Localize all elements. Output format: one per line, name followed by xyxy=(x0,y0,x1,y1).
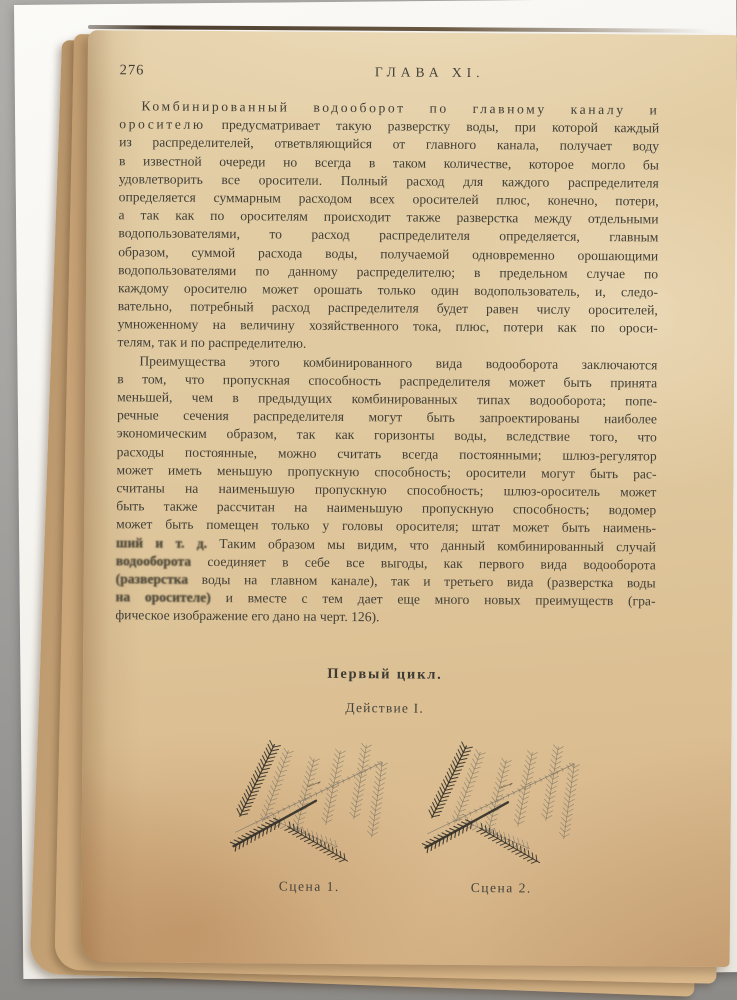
book-page xyxy=(81,30,737,967)
text-segment: воды на главном канале), так и третьего вида (разверстка воды xyxy=(188,571,656,591)
text-segment: в том, что пропускная способность распределителя может быть принята xyxy=(117,371,658,391)
text-segment: удовлетворить все оросители. Полный расход для каждого распределителя xyxy=(118,170,659,191)
text-segment: телям, так и по распределителю. xyxy=(117,334,307,352)
fern-diagram-2 xyxy=(421,736,582,872)
text-segment: определяется суммарным расходом всех оросителей плюс, конечно, потери, xyxy=(118,189,659,209)
text-segment: (разверстка xyxy=(115,571,189,587)
text-segment: расходы постоянные, можно считать всегда постоянными; шлюз-регулятор xyxy=(116,443,657,464)
text-segment: образом, суммой расхода воды, получаемой одновременно орошающими xyxy=(118,243,659,263)
text-segment: речные сечения распределителя могут быть запроектированы наиболее xyxy=(116,407,658,427)
text-column xyxy=(113,62,660,898)
text-segment: быть также рассчитан на наименьшую пропускную способность; водомер xyxy=(116,498,657,518)
text-segment: предусматривает такую разверстку воды, при которой каждый xyxy=(205,117,660,136)
text-segment: может быть помещен только у головы оросителя; штат может быть наимень- xyxy=(116,516,657,536)
text-segment: водопользователями, то расход распределителя определяется, главным xyxy=(118,225,659,245)
text-segment: ший и т. д. xyxy=(115,534,208,551)
fern-diagram-1 xyxy=(229,735,390,871)
text-segment: из распределителей, ответвляющийся от главного канала, получает воду xyxy=(119,134,660,154)
text-segment: умноженному на величину хозяйственного тока, плюс, потери как по ороси- xyxy=(117,316,658,336)
text-segment: и вместе с тем дает еще много новых преимуществ (гра- xyxy=(210,590,656,609)
figure-2 xyxy=(421,736,582,897)
text-segment: каждому оросителю может орошать только один водопользователь, и, следо- xyxy=(117,280,659,300)
chapter-header: ГЛАВА XI. xyxy=(374,64,485,81)
paragraph xyxy=(117,97,659,356)
text-segment: оросителю xyxy=(119,116,206,133)
figure-caption-1: Сцена 1. xyxy=(278,878,340,895)
text-segment: а так как по оросителям происходит также разверстка между отдельными xyxy=(118,207,659,227)
text-segment: считаны на наименьшую пропускную способность; шлюз-ороситель может xyxy=(116,480,657,500)
text-segment: фическое изображение его дано на черт. 126). xyxy=(115,607,380,625)
figure-1 xyxy=(229,735,390,896)
text-segment: водооборота xyxy=(115,552,192,569)
text-segment: Комбинированный водооборот по главному каналу и xyxy=(141,98,660,118)
paragraph xyxy=(115,352,657,629)
text-segment: в известной очереди но всегда в таком количестве, которое могло бы xyxy=(118,152,660,173)
act-heading: Действие I. xyxy=(345,700,425,717)
body-text xyxy=(115,97,659,629)
figure-caption-2: Сцена 2. xyxy=(470,880,532,896)
page-number: 276 xyxy=(119,62,145,79)
text-segment: экономическим образом, так как горизонты воды, вследствие того, что xyxy=(116,425,657,445)
text-segment: меньшей, чем в предыдущих комбинированных типах водооборота; попе- xyxy=(117,389,658,409)
text-segment: Преимущества этого комбинированного вида водооборота заключаются xyxy=(139,353,658,373)
text-segment: вательно, потребный расход распределителя будет равен числу оросителей, xyxy=(117,298,658,318)
figures-row xyxy=(113,734,654,898)
section-title: Первый цикл. xyxy=(327,666,443,684)
text-segment: Таким образом мы видим, что данный комбинированный случай xyxy=(207,535,657,554)
text-segment: водопользователями по данному распределителю; в предельном случае по xyxy=(118,261,659,282)
page-header xyxy=(120,62,660,86)
text-segment: на оросителе) xyxy=(115,589,211,606)
text-segment: соединяет в себе все выгоды, как первого вида водооборота xyxy=(191,553,656,573)
text-segment: может иметь меньшую пропускную способность; оросители могут быть рас- xyxy=(116,461,657,482)
